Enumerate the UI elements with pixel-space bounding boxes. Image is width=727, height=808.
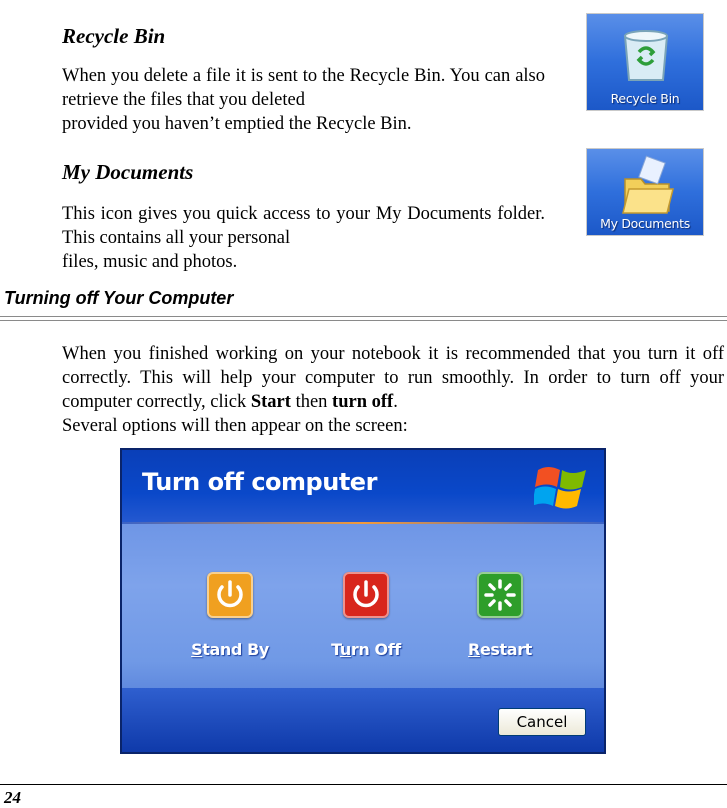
- recycle-bin-text-2: provided you haven’t emptied the Recycle Bin.: [62, 114, 412, 134]
- start-keyword: Start: [250, 392, 291, 412]
- my-documents-paragraph: [62, 202, 545, 274]
- my-documents-text-2: files, music and photos.: [62, 252, 238, 272]
- restart-label: Restart: [468, 640, 532, 659]
- turn-off-label: Turn Off: [331, 640, 401, 659]
- recycle-bin-desktop-icon[interactable]: [586, 13, 704, 111]
- turn-off-paragraph: [62, 342, 724, 438]
- turn-off-text: When you finished working on your notebook it is recommended that you turn it off correctly. This will help your computer to run smoothly. In order to turn off your computer correctly, click: [62, 344, 724, 412]
- turn-off-keyword: turn off: [332, 392, 394, 412]
- divider-line: [0, 316, 727, 317]
- recycle-bin-heading: Recycle Bin: [62, 24, 166, 48]
- turn-off-text-last: Several options will then appear on the screen:: [62, 416, 408, 436]
- power-icon: [343, 572, 389, 618]
- section-heading: Turning off Your Computer: [4, 288, 234, 308]
- cancel-button[interactable]: Cancel: [498, 708, 586, 736]
- windows-logo-icon: [534, 462, 590, 510]
- power-icon: [207, 572, 253, 618]
- divider-line: [0, 320, 727, 321]
- period: .: [393, 392, 398, 412]
- my-documents-heading: My Documents: [62, 160, 194, 184]
- recycle-bin-icon-label: Recycle Bin: [610, 91, 680, 106]
- my-documents-icon-label: My Documents: [600, 216, 690, 231]
- then-word: then: [295, 392, 328, 412]
- page-number: 24: [4, 788, 21, 807]
- turn-off-dialog: [120, 448, 606, 754]
- restart-option[interactable]: [450, 572, 550, 659]
- my-documents-text-1: This icon gives you quick access to your My Documents folder. This contains all your personal: [62, 204, 545, 248]
- restart-icon: [477, 572, 523, 618]
- stand-by-label: Stand By: [191, 640, 269, 659]
- footer-rule: [0, 784, 727, 785]
- stand-by-button[interactable]: [207, 572, 253, 618]
- dialog-header-accent: [122, 522, 604, 524]
- my-documents-desktop-icon[interactable]: [586, 148, 704, 236]
- dialog-title: Turn off computer: [142, 468, 377, 496]
- recycle-bin-text-1: When you delete a file it is sent to the Recycle Bin. You can also retrieve the files that you deleted: [62, 66, 545, 110]
- turn-off-button[interactable]: [343, 572, 389, 618]
- restart-button[interactable]: [477, 572, 523, 618]
- stand-by-option[interactable]: [180, 572, 280, 659]
- turn-off-option[interactable]: [316, 572, 416, 659]
- recycle-bin-paragraph: [62, 64, 545, 136]
